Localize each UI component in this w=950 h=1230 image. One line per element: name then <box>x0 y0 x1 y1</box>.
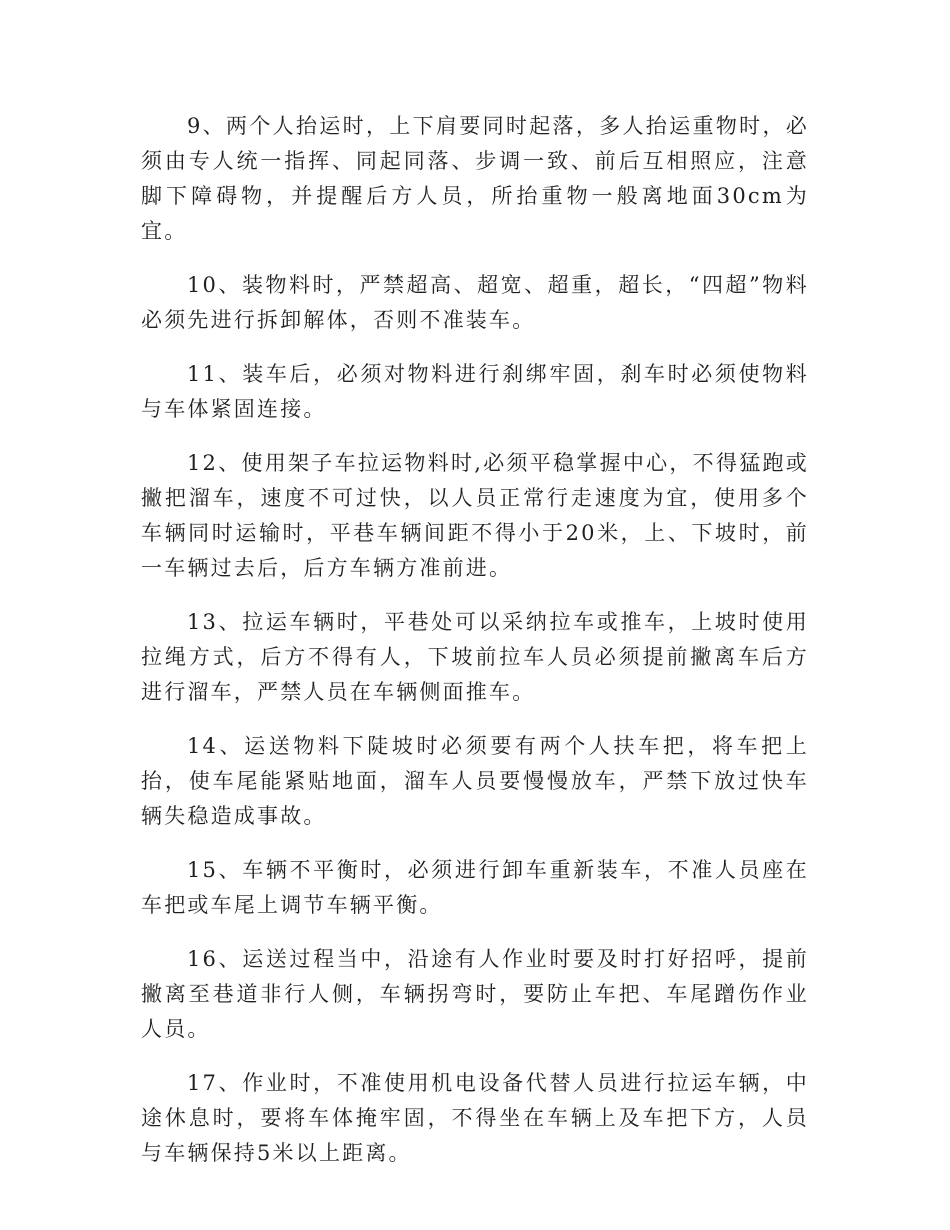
document-body <box>141 109 809 1190</box>
paragraph-9: 9、两个人抬运时，上下肩要同时起落，多人抬运重物时，必须由专人统一指挥、同起同落、步调一致、前后互相照应，注意脚下障碍物，并提醒后方人员，所抬重物一般离地面30cm为宜。 <box>141 114 809 243</box>
paragraph-17: 17、作业时，不准使用机电设备代替人员进行拉运车辆，中途休息时，要将车体掩牢固，不得坐在车辆上及车把下方，人员与车辆保持5米以上距离。 <box>141 1071 809 1165</box>
paragraph-13: 13、拉运车辆时，平巷处可以采纳拉车或推车，上坡时使用拉绳方式，后方不得有人，下坡前拉车人员必须提前撇离车后方进行溜车，严禁人员在车辆侧面推车。 <box>141 610 809 704</box>
paragraph-10: 10、装物料时，严禁超高、超宽、超重，超长，“四超”物料必须先进行拆卸解体，否则不准装车。 <box>141 273 809 332</box>
paragraph-12: 12、使用架子车拉运物料时,必须平稳掌握中心，不得猛跑或撇把溜车，速度不可过快，以人员正常行走速度为宜，使用多个车辆同时运输时，平巷车辆间距不得小于20米，上、下坡时，前一车辆过去后，后方车辆方准前进。 <box>141 451 809 580</box>
paragraph-14: 14、运送物料下陡坡时必须要有两个人扶车把，将车把上抬，使车尾能紧贴地面，溜车人员要慢慢放车，严禁下放过快车辆失稳造成事故。 <box>141 734 809 828</box>
paragraph-11: 11、装车后，必须对物料进行刹绑牢固，刹车时必须使物料与车体紧固连接。 <box>141 362 809 421</box>
paragraph-16: 16、运送过程当中，沿途有人作业时要及时打好招呼，提前撇离至巷道非行人侧，车辆拐弯时，要防止车把、车尾蹭伤作业人员。 <box>141 947 809 1041</box>
paragraph-15: 15、车辆不平衡时，必须进行卸车重新装车，不准人员座在车把或车尾上调节车辆平衡。 <box>141 858 809 917</box>
